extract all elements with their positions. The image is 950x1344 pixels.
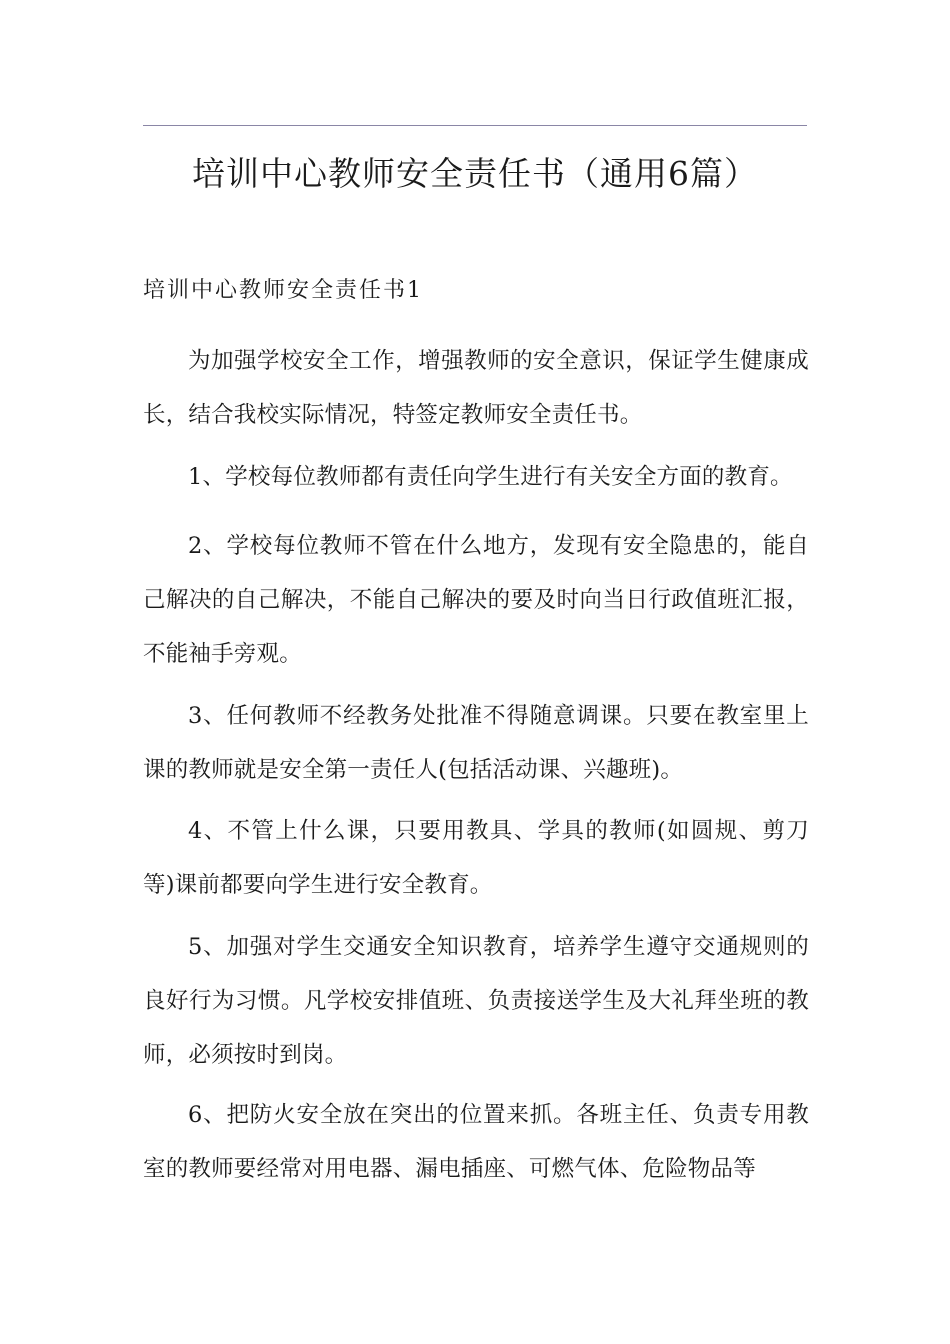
header-divider — [143, 125, 807, 126]
paragraph-item-1: 1、学校每位教师都有责任向学生进行有关安全方面的教育。 — [188, 464, 793, 490]
section-heading: 培训中心教师安全责任书1 — [143, 278, 423, 303]
paragraph-intro: 为加强学校安全工作，增强教师的安全意识，保证学生健康成长，结合我校实际情况，特签定教师安全责任书。 — [143, 348, 809, 428]
paragraph-item-5: 5、加强对学生交通安全知识教育，培养学生遵守交通规则的良好行为习惯。凡学校安排值班、负责接送学生及大礼拜坐班的教师，必须按时到岗。 — [143, 934, 809, 1068]
document-title: 培训中心教师安全责任书（通用6篇） — [192, 154, 758, 193]
paragraph-item-6: 6、把防火安全放在突出的位置来抓。各班主任、负责专用教室的教师要经常对用电器、漏电插座、可燃气体、危险物品等 — [143, 1102, 809, 1182]
paragraph-item-4: 4、不管上什么课，只要用教具、学具的教师(如圆规、剪刀等)课前都要向学生进行安全教育。 — [143, 818, 809, 898]
paragraph-item-2: 2、学校每位教师不管在什么地方，发现有安全隐患的，能自己解决的自己解决，不能自己解决的要及时向当日行政值班汇报，不能袖手旁观。 — [143, 533, 809, 667]
paragraph-item-3: 3、任何教师不经教务处批准不得随意调课。只要在教室里上课的教师就是安全第一责任人(包括活动课、兴趣班)。 — [143, 703, 809, 783]
